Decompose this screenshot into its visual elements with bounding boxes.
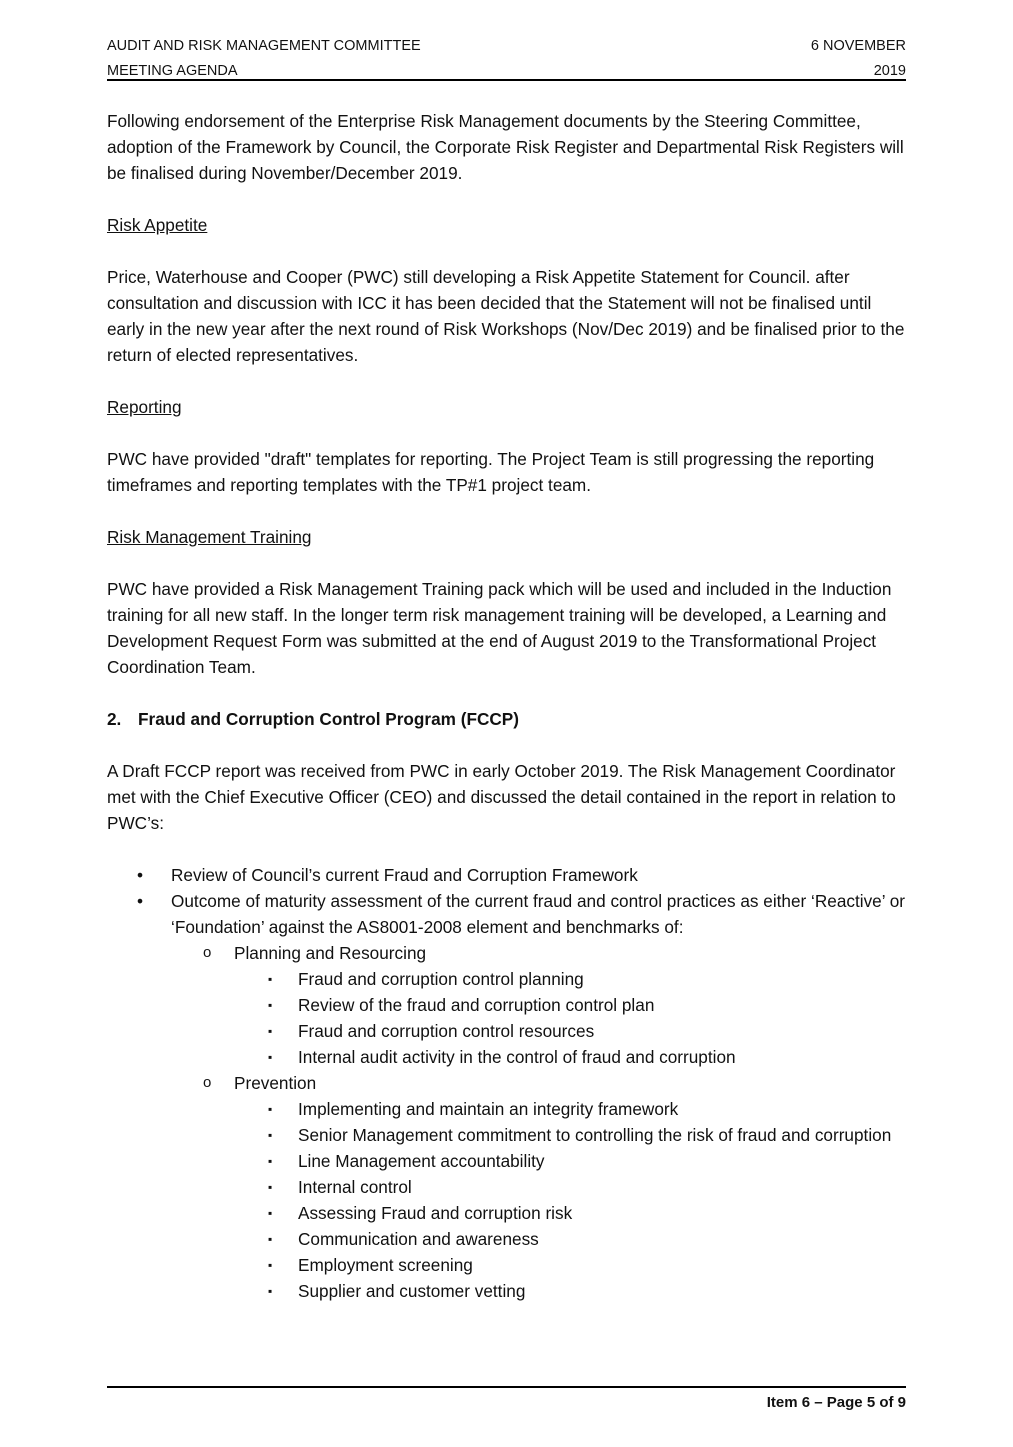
circle-marker: o xyxy=(203,1074,212,1091)
committee-title: AUDIT AND RISK MANAGEMENT COMMITTEE xyxy=(107,38,421,54)
meeting-year: 2019 xyxy=(873,63,906,79)
list-item: ▪ Line Management accountability xyxy=(107,1148,907,1174)
fccp-paragraph: A Draft FCCP report was received from PWC in early October 2019. The Risk Management Coordinator met with the Chief Executive Officer (CEO) and discussed the detail contained in the report in relation to PWC’s: xyxy=(107,761,896,833)
header-rule xyxy=(107,79,906,81)
reporting-heading: Reporting xyxy=(107,397,182,417)
risk-appetite-paragraph: Price, Waterhouse and Cooper (PWC) still developing a Risk Appetite Statement for Council. after consultation and discussion with ICC it has been decided that the Statement will not be finalised until early in the new year after the next round of Risk Workshops (Nov/Dec 2019) and be finalised prior to the return of elected representatives. xyxy=(107,267,905,365)
section-2-heading xyxy=(107,706,907,732)
page-header xyxy=(107,34,906,84)
section-title: Fraud and Corruption Control Program (FCCP) xyxy=(138,709,519,729)
list-item: ▪ Internal control xyxy=(107,1174,907,1200)
square-marker: ▪ xyxy=(268,972,273,986)
list-item: o Planning and Resourcing ▪ Fraud and corruption control planning ▪ Review of the fraud and corruption control plan ▪ Fraud and corruption control resources ▪ Internal audit activity in the control of fraud and corruption xyxy=(107,940,907,1070)
list-item: ▪ Senior Management commitment to controlling the risk of fraud and corruption xyxy=(107,1122,907,1148)
list-item: ▪ Implementing and maintain an integrity framework xyxy=(107,1096,907,1122)
bullet-marker: • xyxy=(137,865,144,885)
square-marker: ▪ xyxy=(268,1180,273,1194)
square-marker: ▪ xyxy=(268,1154,273,1168)
page-content xyxy=(107,108,907,1304)
list-item: ▪ Fraud and corruption control planning xyxy=(107,966,907,992)
training-paragraph: PWC have provided a Risk Management Training pack which will be used and included in the Induction training for all new staff. In the longer term risk management training will be developed, a Learning and Development Request Form was submitted at the end of August 2019 to the Transformational Project Coordination Team. xyxy=(107,579,892,677)
list-item: o Prevention ▪ Implementing and maintain an integrity framework ▪ Senior Management commitment to controlling the risk of fraud and corruption ▪ Line Management accountability ▪ Internal control ▪ Assessing Fraud and corruption risk ▪ Communication and awareness ▪ Employment screening ▪ Supplier and customer vetting xyxy=(107,1070,907,1304)
bullet-marker: • xyxy=(137,891,144,911)
section-number: 2. xyxy=(107,709,122,729)
footer-rule xyxy=(107,1386,906,1388)
circle-marker: o xyxy=(203,944,212,961)
square-marker: ▪ xyxy=(268,1024,273,1038)
list-item: • Outcome of maturity assessment of the current fraud and control practices as either ‘Reactive’ or ‘Foundation’ against the AS8001-2008 element and benchmarks of: o Planning and Resourcing ▪ Fraud and corruption control planning ▪ Review of the fraud and corruption control plan ▪ Fraud and corruption control resources ▪ Internal audit activity in the control of fraud and corruption o Prevention ▪ Implementing and maintain an integrity framework ▪ Senior Management commitment to controlling the risk of fraud and corruption ▪ Line Management accountability ▪ Internal control ▪ Assessing Fraud and corruption risk ▪ Communication and awareness ▪ Employment screening ▪ Supplier and customer vetting xyxy=(107,888,907,1304)
square-marker: ▪ xyxy=(268,1206,273,1220)
list-item: ▪ Assessing Fraud and corruption risk xyxy=(107,1200,907,1226)
meeting-date: 6 NOVEMBER xyxy=(810,38,906,54)
risk-appetite-heading: Risk Appetite xyxy=(107,215,208,235)
list-item: ▪ Communication and awareness xyxy=(107,1226,907,1252)
training-heading: Risk Management Training xyxy=(107,527,312,547)
reporting-paragraph: PWC have provided "draft" templates for reporting. The Project Team is still progressing the reporting timeframes and reporting templates with the TP#1 project team. xyxy=(107,449,875,495)
sub-list xyxy=(234,966,907,1070)
square-marker: ▪ xyxy=(268,1284,273,1298)
benchmark-list xyxy=(171,940,907,1304)
square-marker: ▪ xyxy=(268,1232,273,1246)
list-item: ▪ Fraud and corruption control resources xyxy=(107,1018,907,1044)
page-footer: Item 6 – Page 5 of 9 xyxy=(766,1394,906,1411)
square-marker: ▪ xyxy=(268,1102,273,1116)
square-marker: ▪ xyxy=(268,1050,273,1064)
square-marker: ▪ xyxy=(268,998,273,1012)
square-marker: ▪ xyxy=(268,1258,273,1272)
fccp-bullet-list xyxy=(107,862,907,1304)
square-marker: ▪ xyxy=(268,1128,273,1142)
list-item: ▪ Supplier and customer vetting xyxy=(107,1278,907,1304)
list-item: ▪ Internal audit activity in the control of fraud and corruption xyxy=(107,1044,907,1070)
list-item: • Review of Council’s current Fraud and Corruption Framework xyxy=(107,862,907,888)
sub-list xyxy=(234,1096,907,1304)
list-item: ▪ Review of the fraud and corruption control plan xyxy=(107,992,907,1018)
intro-paragraph: Following endorsement of the Enterprise Risk Management documents by the Steering Committee, adoption of the Framework by Council, the Corporate Risk Register and Departmental Risk Registers will be finalised during November/December 2019. xyxy=(107,111,904,183)
document-type: MEETING AGENDA xyxy=(107,63,238,79)
list-item: ▪ Employment screening xyxy=(107,1252,907,1278)
